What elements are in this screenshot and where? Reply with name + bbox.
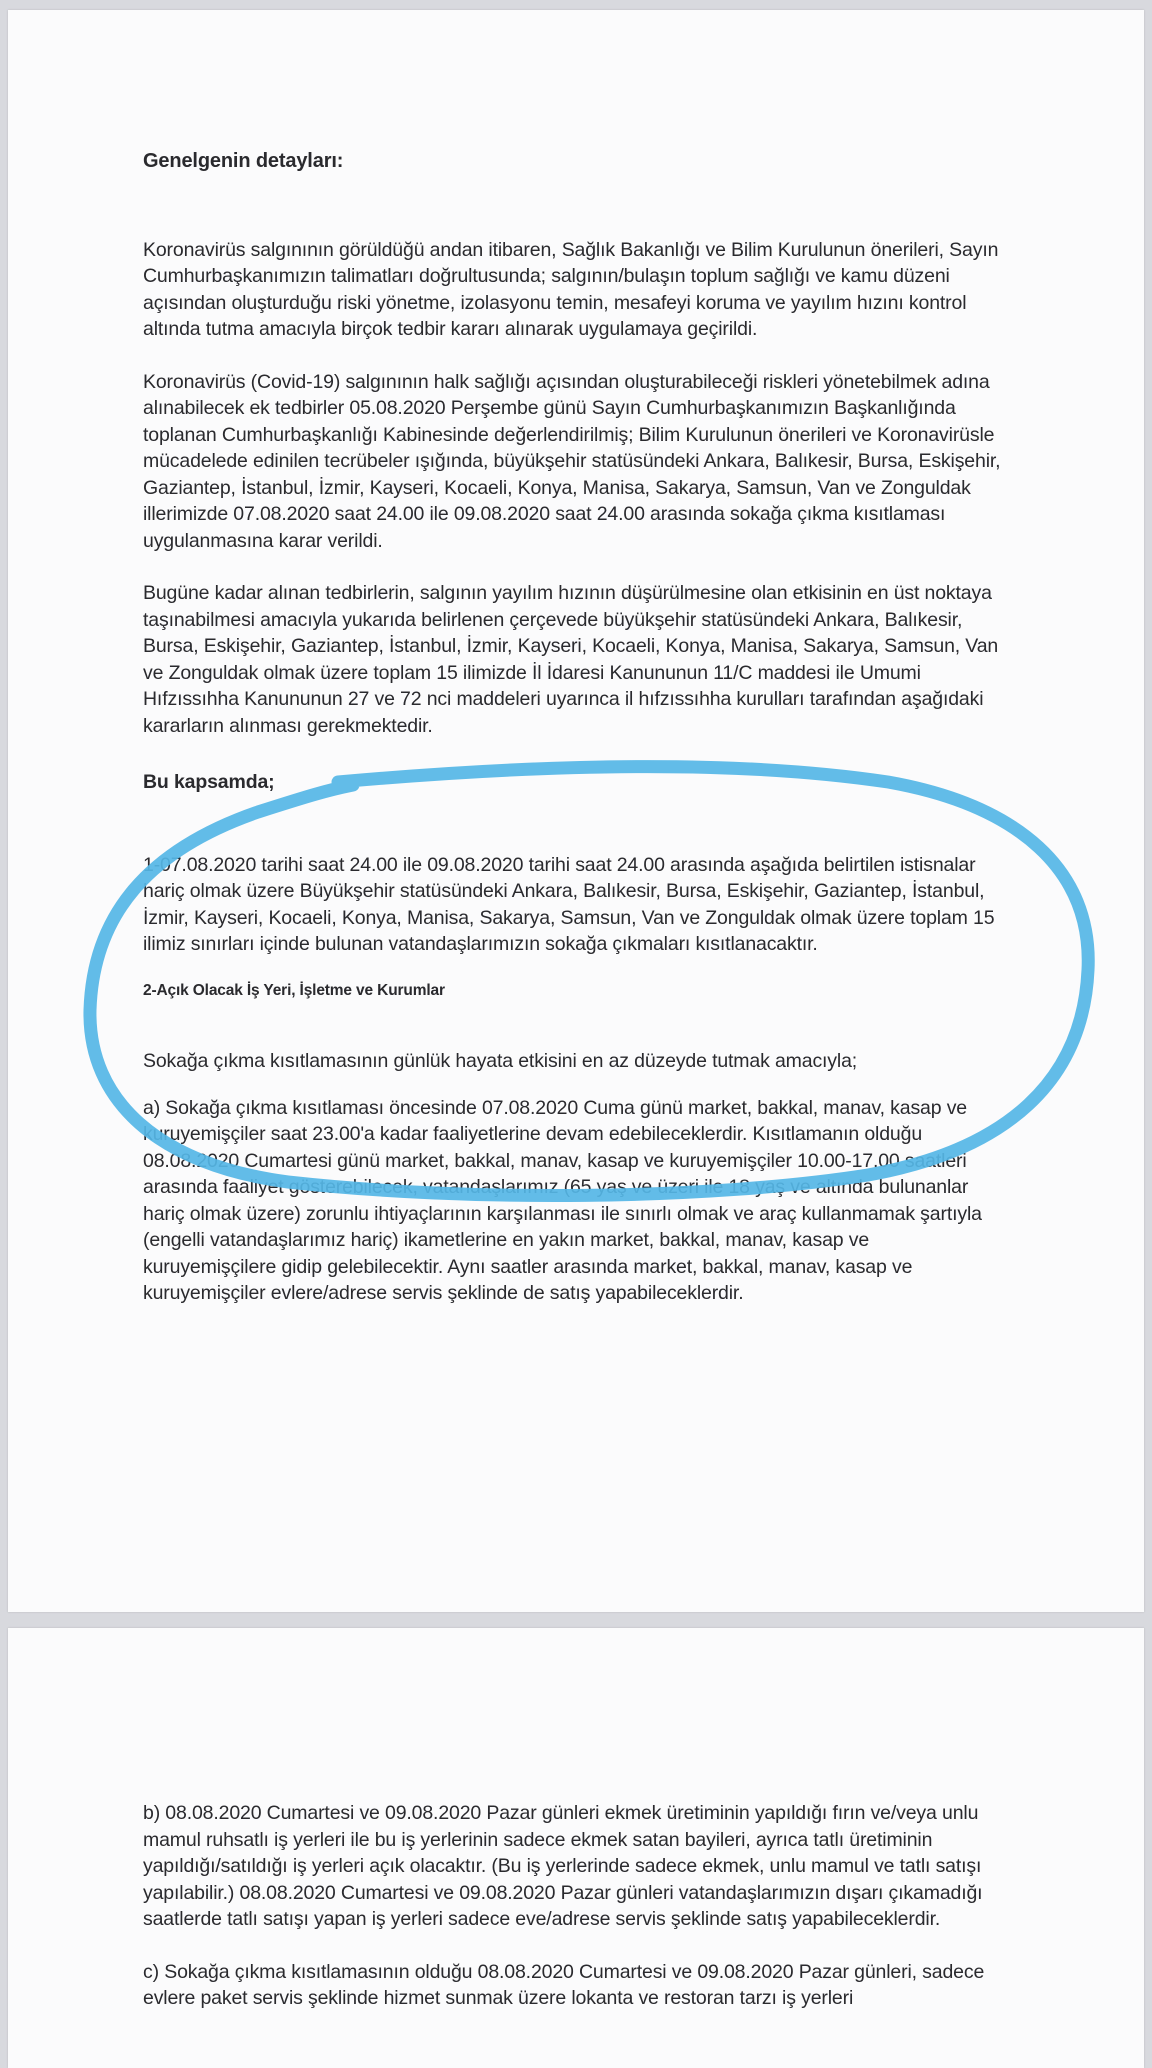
item-1: 1-07.08.2020 tarihi saat 24.00 ile 09.08.2020 tarihi saat 24.00 arasında aşağıda belirtilen istisnalar hariç olmak üzere Büyükşehir statüsündeki Ankara, Balıkesir, Bursa, Eskişehir, Gaziantep, İstanbul, İzmir, Kayseri, Kocaeli, Konya, Manisa, Sakarya, Samsun, Van ve Zonguldak olmak üzere toplam 15 ilimiz sınırları içinde bulunan vatandaşlarımızın sokağa çıkmaları kısıtlanacaktır. [143,853,995,955]
item-2-b: b) 08.08.2020 Cumartesi ve 09.08.2020 Pazar günleri ekmek üretiminin yapıldığı fırın ve/veya unlu mamul ruhsatlı iş yerleri ile bu iş yerlerinin sadece ekmek satan bayileri, ayrıca tatlı üretiminin yapıldığı/satıldığı iş yerleri açık olacaktır. (Bu iş yerlerinde sadece ekmek, unlu mamul ve tatlı satışı yapılabilir.) 08.08.2020 Cumartesi ve 09.08.2020 Pazar günleri vatandaşlarımızın dışarı çıkamadığı saatlerde tatlı satışı yapan iş yerleri sadece eve/adrese servis şeklinde satış yapabileceklerdir. [143,1802,983,1930]
paragraph-1: Koronavirüs salgınının görüldüğü andan itibaren, Sağlık Bakanlığı ve Bilim Kurulunun önerileri, Sayın Cumhurbaşkanımızın talimatları doğrultusunda; salgının/bulaşın toplum sağlığı ve kamu düzeni açısından oluşturduğu riski yönetme, izolasyonu temin, mesafeyi koruma ve yayılım hızını kontrol altında tutma amacıyla birçok tedbir kararı alınarak uygulamaya geçirildi. [143,238,999,340]
paragraph-2: Koronavirüs (Covid-19) salgınının halk sağlığı açısından oluşturabileceği riskleri yönetebilmek adına alınabilecek ek tedbirler 05.08.2020 Perşembe günü Sayın Cumhurbaşkanımızın Başkanlığında toplanan Cumhurbaşkanlığı Kabinesinde değerlendirilmiş; Bilim Kurulunun önerileri ve Koronavirüsle mücadelede edinilen tecrübeler ışığında, büyükşehir statüsündeki Ankara, Balıkesir, Bursa, Eskişehir, Gaziantep, İstanbul, İzmir, Kayseri, Kocaeli, Konya, Manisa, Sakarya, Samsun, Van ve Zonguldak illerimizde 07.08.2020 saat 24.00 ile 09.08.2020 saat 24.00 arasında sokağa çıkma kısıtlaması uygulanmasına karar verildi. [143,370,1001,552]
item-2-heading: 2-Açık Olacak İş Yeri, İşletme ve Kurumlar [143,981,445,999]
scope-heading: Bu kapsamda; [143,771,275,793]
item-2-c: c) Sokağa çıkma kısıtlamasının olduğu 08.08.2020 Cumartesi ve 09.08.2020 Pazar günleri, sadece evlere paket servis şeklinde hizmet sunmak üzere lokanta ve restoran tarzı iş yerleri [143,1960,985,2009]
paragraph-3: Bugüne kadar alınan tedbirlerin, salgının yayılım hızının düşürülmesine olan etkisinin en üst noktaya taşınabilmesi amacıyla yukarıda belirlenen çerçevede büyükşehir statüsündeki Ankara, Balıkesir, Bursa, Eskişehir, Gaziantep, İstanbul, İzmir, Kayseri, Kocaeli, Konya, Manisa, Sakarya, Samsun, Van ve Zonguldak olmak üzere toplam 15 ilimizde İl İdaresi Kanununun 11/C maddesi ile Umumi Hıfzıssıhha Kanununun 27 ve 72 nci maddeleri uyarınca il hıfzıssıhha kurulları tarafından aşağıdaki kararların alınması gerekmektedir. [143,582,999,737]
document-heading: Genelgenin detayları: [143,150,344,172]
page-1-content [143,148,1003,1307]
document-page-2 [8,1628,1144,2068]
page-2-content [143,1800,1003,2012]
document-page-1 [8,10,1144,1612]
item-2-intro: Sokağa çıkma kısıtlamasının günlük hayata etkisini en az düzeyde tutmak amacıyla; [143,1050,858,1072]
item-2-a: a) Sokağa çıkma kısıtlaması öncesinde 07.08.2020 Cuma günü market, bakkal, manav, kasap ve kuruyemişçiler saat 23.00'a kadar faaliyetlerine devam edebileceklerdir. Kısıtlamanın olduğu 08.08.2020 Cumartesi günü market, bakkal, manav, kasap ve kuruyemişçiler 10.00-17.00 saatleri arasında faaliyet gösterebilecek, vatandaşlarımız (65 yaş ve üzeri ile 18 yaş ve altında bulunanlar hariç olmak üzere) zorunlu ihtiyaçlarının karşılanması ile sınırlı olmak ve araç kullanmamak şartıyla (engelli vatandaşlarımız hariç) ikametlerine en yakın market, bakkal, manav, kasap ve kuruyemişçilere gidip gelebilecektir. Aynı saatler arasında market, bakkal, manav, kasap ve kuruyemişçiler evlere/adrese servis şeklinde de satış yapabileceklerdir. [143,1096,982,1304]
